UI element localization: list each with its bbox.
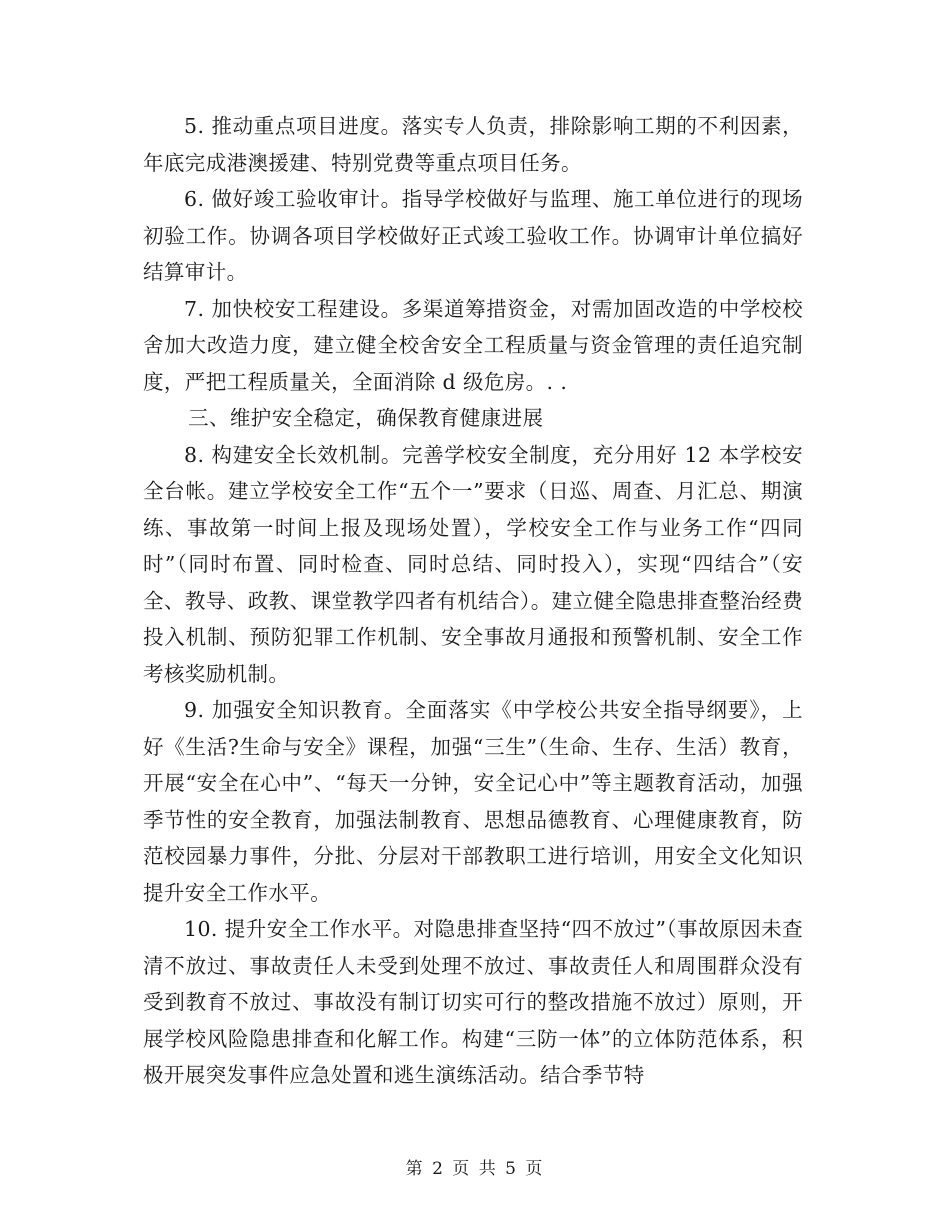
paragraph-item-9: 9. 加强安全知识教育。全面落实《中学校公共安全指导纲要》，上好《生活?生命与安全》课程，加强“三生”（生命、生存、生活）教育，开展“安全在心中”、“每天一分钟，安全记心中”等主题教育活动，加强季节性的安全教育，加强法制教育、思想品德教育、心理健康教育，防范校园暴力事件，分批、分层对干部教职工进行培训，用安全文化知识提升安全工作水平。 [143,698,803,905]
paragraph-item-8: 8. 构建安全长效机制。完善学校安全制度，充分用好 12 本学校安全台帐。建立学校安全工作“五个一”要求（日巡、周查、月汇总、期演练、事故第一时间上报及现场处置），学校安全工作与业务工作“四同时”（同时布置、同时检查、同时总结、同时投入），实现“四结合”（安全、教导、政教、课堂教学四者有机结合）。建立健全隐患排查整治经费投入机制、预防犯罪工作机制、安全事故月通报和预警机制、安全工作考核奖励机制。 [143,442,803,686]
paragraph-item-10: 10. 提升安全工作水平。对隐患排查坚持“四不放过”（事故原因未查清不放过、事故责任人未受到处理不放过、事故责任人和周围群众没有受到教育不放过、事故没有制订切实可行的整改措施不放过）原则，开展学校风险隐患排查和化解工作。构建“三防一体”的立体防范体系，积极开展突发事件应急处置和逃生演练活动。结合季节特 [143,917,803,1087]
page-number-footer: 第 2 页 共 5 页 [405,1159,545,1179]
section-heading-3: 三、维护安全稳定，确保教育健康进展 [188,406,544,430]
paragraph-item-7: 7. 加快校安工程建设。多渠道筹措资金，对需加固改造的中学校校舍加大改造力度，建立健全校舍安全工程质量与资金管理的责任追究制度，严把工程质量关，全面消除 d 级危房。. . [143,296,803,394]
paragraph-item-6: 6. 做好竣工验收审计。指导学校做好与监理、施工单位进行的现场初验工作。协调各项目学校做好正式竣工验收工作。协调审计单位搞好结算审计。 [143,187,803,284]
page-body [143,108,803,1094]
paragraph-item-5: 5. 推动重点项目进度。落实专人负责，排除影响工期的不利因素，年底完成港澳援建、特别党费等重点项目任务。 [143,114,803,175]
